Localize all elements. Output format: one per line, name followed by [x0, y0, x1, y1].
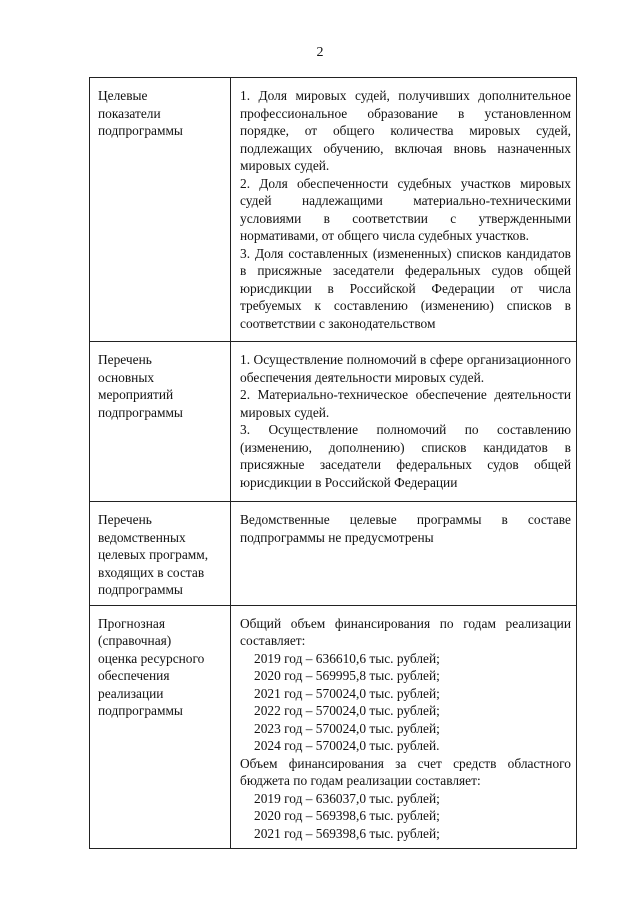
- label-line: подпрограммы: [98, 123, 183, 138]
- funding-year: 2022 год – 570024,0 тыс. рублей;: [254, 703, 440, 718]
- indicator-1: 1. Доля мировых судей, получивших дополнительное профессиональное образование в установленном порядке, от общего количества мировых судей, подлежащих обучению, включая вновь назначенных мировых судей.: [240, 88, 571, 173]
- label-line: Перечень: [98, 512, 152, 527]
- label-line: целевых программ,: [98, 547, 209, 562]
- funding-year: 2023 год – 570024,0 тыс. рублей;: [254, 720, 440, 736]
- label-line: оценка ресурсного: [98, 650, 205, 666]
- funding-year: 2019 год – 636610,6 тыс. рублей;: [254, 650, 440, 666]
- row-label: [90, 605, 231, 849]
- regional-funding-year: 2020 год – 569398,6 тыс. рублей;: [254, 808, 440, 823]
- measure-1: 1. Осуществление полномочий в сфере организационного обеспечения деятельности мировых судей.: [240, 352, 571, 385]
- row-value: [231, 342, 577, 502]
- label-line: ведомственных: [98, 529, 186, 545]
- label-line: входящих в состав: [98, 564, 205, 580]
- funding-total-intro: Общий объем финансирования по годам реализации составляет:: [240, 615, 571, 648]
- row-label: [90, 78, 231, 342]
- programs-note: Ведомственные целевые программы в составе подпрограммы не предусмотрены: [240, 512, 571, 545]
- label-line: подпрограммы: [98, 404, 183, 420]
- indicator-2: 2. Доля обеспеченности судебных участков мировых судей надлежащими материально-техническими условиями в соответствии с утвержденными нормативами, от общего числа судебных участков.: [240, 175, 571, 243]
- row-value: [231, 78, 577, 342]
- funding-year: 2021 год – 570024,0 тыс. рублей;: [254, 685, 440, 701]
- funding-year: 2024 год – 570024,0 тыс. рублей.: [254, 738, 440, 753]
- label-line: Прогнозная: [98, 615, 165, 631]
- indicator-3: 3. Доля составленных (измененных) списков кандидатов в присяжные заседатели федеральных судов общей юрисдикции в Российской Федерации от числа требуемых к составлению (изменению) списков в соответствии с законодательством: [240, 245, 571, 331]
- funding-regional-intro: Объем финансирования за счет средств областного бюджета по годам реализации составляет:: [240, 755, 571, 788]
- row-value: [231, 605, 577, 849]
- subprogram-passport-table: [89, 77, 577, 849]
- label-line: подпрограммы: [98, 703, 183, 718]
- label-line: (справочная): [98, 633, 172, 648]
- measure-3: 3. Осуществление полномочий по составлению (изменению, дополнению) списков кандидатов в присяжные заседатели федеральных судов общей юрисдикции в Российской Федерации: [240, 422, 571, 490]
- label-line: обеспечения: [98, 668, 170, 683]
- funding-year: 2020 год – 569995,8 тыс. рублей;: [254, 668, 440, 683]
- label-line: подпрограммы: [98, 582, 183, 597]
- label-line: показатели: [98, 105, 161, 121]
- table-row: [90, 78, 577, 342]
- label-line: Перечень: [98, 352, 152, 367]
- table-row: [90, 605, 577, 849]
- label-line: Целевые: [98, 88, 148, 103]
- row-label: [90, 502, 231, 606]
- label-line: реализации: [98, 685, 164, 701]
- label-line: основных: [98, 369, 155, 385]
- page-number: 2: [316, 45, 324, 60]
- measure-2: 2. Материально-техническое обеспечение деятельности мировых судей.: [240, 387, 571, 420]
- table-row: [90, 342, 577, 502]
- label-line: мероприятий: [98, 387, 174, 402]
- regional-funding-year: 2019 год – 636037,0 тыс. рублей;: [254, 790, 440, 806]
- table-row: [90, 502, 577, 606]
- row-label: [90, 342, 231, 502]
- row-value: [231, 502, 577, 606]
- regional-funding-year: 2021 год – 569398,6 тыс. рублей;: [254, 825, 440, 841]
